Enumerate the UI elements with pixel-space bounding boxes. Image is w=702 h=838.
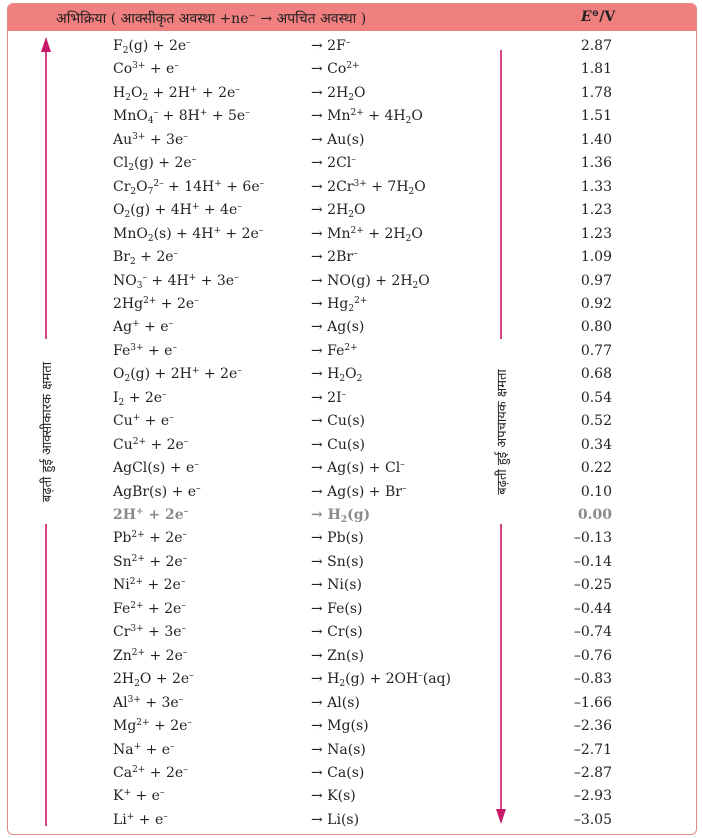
standard-potential: –2.36 (573, 718, 612, 735)
reduced-state: → 2Cl– (311, 155, 356, 172)
oxidized-state: $F_2(g) + 2e^-$ (113, 38, 191, 56)
standard-potential: 0.97 (580, 272, 612, 289)
header-reaction-title: अभिक्रिया ( आक्सीकृत अवस्था +ne⁻ → अपचित अवस्था ) (56, 11, 367, 27)
standard-potential: –2.71 (573, 741, 612, 758)
reduced-state: → $H_2(g) + 2OH^-(aq)$ (311, 671, 451, 690)
table-row (8, 646, 696, 669)
reduced-state: → 2F– (311, 38, 351, 54)
table-row (8, 294, 696, 317)
oxidized-state: $Br_2 + 2e^-$ (113, 249, 179, 268)
reduced-state: → 2I– (311, 389, 347, 406)
reduced-state: → Cu(s) (311, 436, 366, 453)
reduced-state: → Ag(s) + Cl– (311, 460, 405, 477)
standard-potential: 0.34 (580, 436, 612, 453)
oxidized-state: $Fe^{2+} + 2e^-$ (113, 600, 186, 617)
table-row (8, 83, 696, 106)
oxidized-state: Li+ + e– (113, 811, 168, 828)
reduced-state: → Cu(s) (311, 413, 366, 430)
standard-potential: 1.23 (580, 202, 612, 219)
reduced-state: → $2H_2O$ (311, 202, 366, 221)
oxidized-state: $Mg^{2+} + 2e^-$ (113, 718, 192, 735)
table-row (8, 669, 696, 692)
table-row (8, 247, 696, 270)
oxidized-state: MnO$_2$(s) + 4H+ + 2e– (113, 225, 264, 244)
oxidized-state: $Sn^{2+} + 2e^-$ (113, 553, 188, 570)
standard-potential: 0.52 (580, 413, 612, 430)
reduced-state: → Na(s) (311, 741, 366, 758)
standard-potential: 1.36 (580, 155, 612, 172)
table-row (8, 411, 696, 434)
standard-potential: 0.80 (580, 319, 612, 336)
header-potential (581, 9, 615, 25)
reducing-power-label: बढ़ती हुई अपचायक क्षमता (495, 369, 510, 495)
table-row (8, 810, 696, 833)
reduced-state: → $Fe^{2+}$ (311, 342, 358, 359)
oxidized-state: $2H_2O + 2e^-$ (113, 671, 194, 690)
standard-potential: –0.76 (573, 647, 612, 664)
oxidized-state: $O_2(g) + 4H^+ + 4e^-$ (113, 202, 242, 221)
standard-potential: –0.13 (573, 530, 612, 547)
reduced-state: → Ag(s) + Br– (311, 483, 407, 500)
standard-potential: –2.87 (573, 764, 612, 781)
reduced-state: → $Mn^{2+} + 4H_2O$ (311, 108, 423, 127)
oxidized-state: $H_2O_2 + 2H^+ + 2e^-$ (113, 84, 240, 103)
standard-potential: –0.74 (573, 624, 612, 641)
reduced-state: → Zn(s) (311, 647, 365, 664)
table-row (8, 59, 696, 82)
reduced-state: → $2Cr^{3+} + 7H_2O$ (311, 178, 426, 197)
reduced-state: → Li(s) (311, 811, 360, 828)
reduced-state: → $Hg_2^{2+}$ (311, 295, 368, 314)
reduced-state: → Ca(s) (311, 764, 365, 781)
reduced-state: → $NO(g) + 2H_2O$ (311, 272, 430, 291)
table-row (8, 36, 696, 59)
reduced-state: → Sn(s) (311, 553, 364, 570)
table-row (8, 740, 696, 763)
table-header (8, 4, 696, 31)
table-row (8, 693, 696, 716)
reduced-state: → $Mn^{2+} + 2H_2O$ (311, 225, 423, 244)
oxidized-state: $2Hg^{2+} + 2e^-$ (113, 295, 199, 312)
reduced-state: → $Co^{2+}$ (311, 61, 360, 78)
reduced-state: → Al(s) (311, 694, 360, 711)
reduced-state: → Mg(s) (311, 718, 369, 735)
standard-potential: –0.25 (573, 577, 612, 594)
reduced-state: → Au(s) (311, 131, 365, 148)
table-row (8, 224, 696, 247)
standard-potential: 2.87 (580, 38, 612, 54)
oxidized-state: $I_2 + 2e^-$ (113, 389, 167, 408)
oxidized-state: AgCl(s) + e– (113, 460, 199, 477)
oxidized-state: $Al^{3+} + 3e^-$ (113, 694, 184, 711)
standard-potential: –1.66 (573, 694, 612, 711)
reduced-state: → Cr(s) (311, 624, 363, 641)
oxidized-state: $Fe^{3+} + e^-$ (113, 342, 177, 359)
table-row (8, 458, 696, 481)
header-ev-super: ⊖ (591, 9, 600, 19)
standard-potential: –0.14 (573, 553, 612, 570)
table-row (8, 388, 696, 411)
table-row (8, 271, 696, 294)
table-row (8, 552, 696, 575)
standard-potential: –3.05 (573, 811, 612, 828)
standard-potential: –0.83 (573, 671, 612, 688)
reduced-state: → Ni(s) (311, 577, 363, 594)
oxidized-state: $NO_3^- + 4H^+ + 3e^-$ (113, 272, 239, 291)
table-row (8, 341, 696, 364)
reduced-state: → K(s) (311, 788, 356, 805)
oxidized-state: Ag+ + e– (113, 319, 174, 336)
oxidized-state: $Pb^{2+} + 2e^-$ (113, 530, 187, 547)
table-row (8, 177, 696, 200)
table-row (8, 763, 696, 786)
standard-potential: 0.77 (580, 342, 612, 359)
reduced-state: → 2Br– (311, 249, 358, 266)
oxidized-state: Na+ + e– (113, 741, 175, 758)
oxidized-state: $Ni^{2+} + 2e^-$ (113, 577, 186, 594)
standard-potential: 1.40 (580, 131, 612, 148)
table-row (8, 364, 696, 387)
reduced-state: → Ag(s) (311, 319, 365, 336)
oxidized-state: $Cu^{2+} + 2e^-$ (113, 436, 189, 453)
table-row (8, 786, 696, 809)
standard-potential: 0.68 (580, 366, 612, 383)
table-row (8, 622, 696, 645)
oxidizing-power-label: बढ़ती हुई आक्सीकारक क्षमता (40, 361, 55, 503)
table-row (8, 716, 696, 739)
table-row (8, 435, 696, 458)
standard-potential: 0.92 (580, 295, 612, 312)
oxidized-state: $Cl_2(g) + 2e^-$ (113, 155, 197, 174)
standard-potential: 1.33 (580, 178, 612, 195)
table-row (8, 153, 696, 176)
table-row (8, 317, 696, 340)
standard-potential: 1.09 (580, 249, 612, 266)
oxidized-state: AgBr(s) + e– (113, 483, 201, 500)
standard-potential: 0.00 (577, 507, 612, 523)
reduced-state: → Fe(s) (311, 600, 363, 617)
standard-potential: 0.10 (580, 483, 612, 500)
reduced-state: → $H_2O_2$ (311, 366, 363, 385)
oxidized-state: $Au^{3+} + 3e^-$ (113, 131, 188, 148)
header-ev-symbol: E (581, 9, 592, 25)
table-row (8, 528, 696, 551)
oxidized-state: $Ca^{2+} + 2e^-$ (113, 764, 188, 781)
reduced-state: → $2H_2O$ (311, 84, 366, 103)
table-row (8, 505, 696, 528)
oxidized-state: Cu+ + e– (113, 413, 174, 430)
oxidized-state: $O_2(g) + 2H^+ + 2e^-$ (113, 366, 242, 385)
oxidized-state: MnO$_4$– + 8H+ + 5e– (113, 108, 250, 127)
reduced-state: → $H_2(g)$ (311, 507, 371, 525)
oxidized-state: K+ + e– (113, 788, 165, 805)
standard-potential: 1.81 (580, 61, 612, 78)
table-row (8, 599, 696, 622)
standard-potential: –0.44 (573, 600, 612, 617)
table-row (8, 575, 696, 598)
standard-potential: 1.78 (580, 84, 612, 101)
table-row (8, 106, 696, 129)
standard-potential: –2.93 (573, 788, 612, 805)
oxidized-state: 2H+ + 2e– (113, 507, 189, 523)
oxidized-state: $Cr_2O_7^{2-} + 14H^+ + 6e^-$ (113, 178, 265, 197)
oxidized-state: $Co^{3+} + e^-$ (113, 61, 179, 78)
standard-potential: 1.23 (580, 225, 612, 242)
standard-potential: 1.51 (580, 108, 612, 125)
header-ev-unit: /V (599, 9, 616, 25)
table-row (8, 482, 696, 505)
table-row (8, 130, 696, 153)
electrode-potential-table (7, 3, 697, 835)
table-row (8, 200, 696, 223)
standard-potential: 0.54 (580, 389, 612, 406)
oxidized-state: $Cr^{3+} + 3e^-$ (113, 624, 187, 641)
reduced-state: → Pb(s) (311, 530, 364, 547)
standard-potential: 0.22 (580, 460, 612, 477)
oxidized-state: $Zn^{2+} + 2e^-$ (113, 647, 188, 664)
